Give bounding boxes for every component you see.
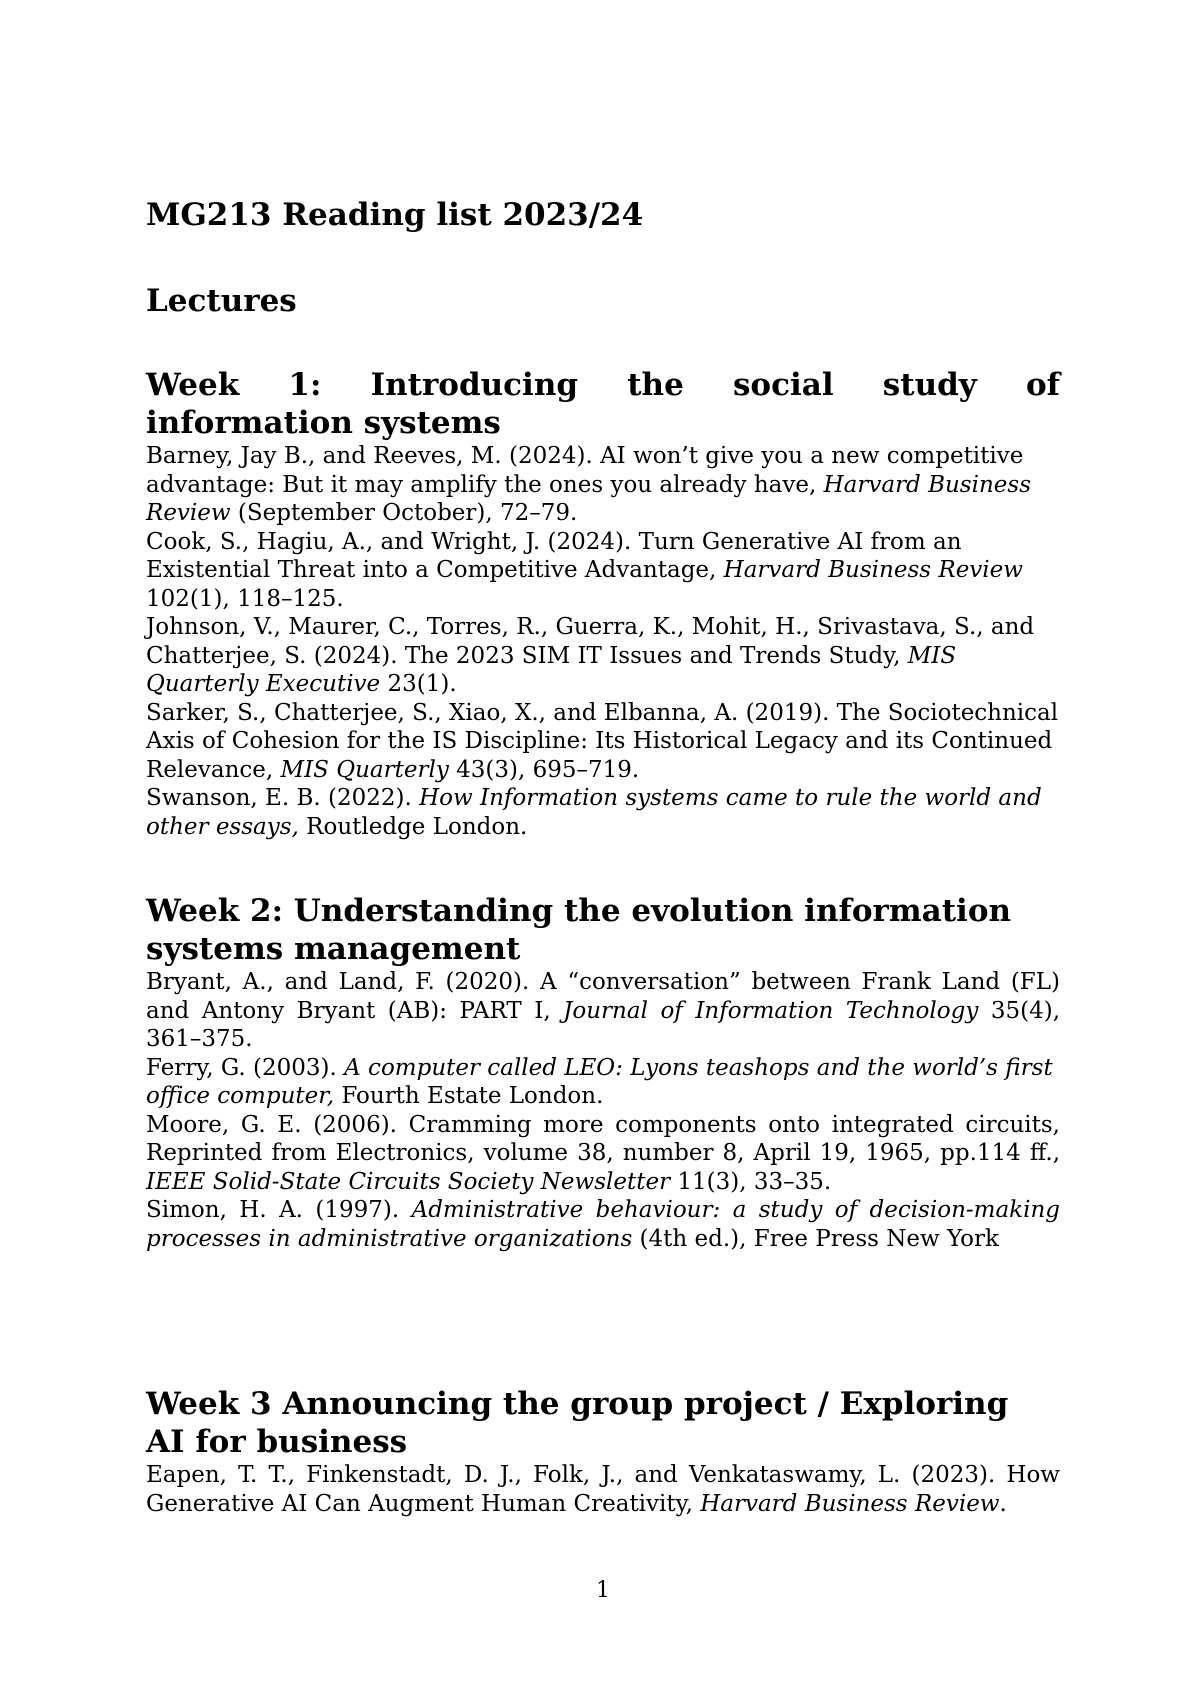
section-heading-lectures: Lectures [146,283,297,319]
reference-item: Moore, G. E. (2006). Cramming more components onto integrated circuits, Reprinted from Electronics, volume 38, number 8, April 19, 1965, pp.114 ff., IEEE Solid-State Circuits Society Newsletter 11(3), 33–35. [146,1111,1060,1195]
week-2-section [146,892,1060,1253]
reference-item: Simon, H. A. (1997). Administrative behaviour: a study of decision-making processes in administrative organizations (4th ed.), Free Press New York [146,1197,1060,1252]
week-3-reference-list [146,1461,1060,1518]
week-1-reference-list [146,442,1060,841]
document-title: MG213 Reading list 2023/24 [146,197,644,233]
week-3-heading-line1: Week 3 Announcing the group project / Exploring [146,1386,1009,1422]
week-1-heading [146,366,1060,442]
week-1-section [146,366,1060,841]
reference-item: Swanson, E. B. (2022). How Information systems came to rule the world and other essays, Routledge London. [146,785,1042,840]
week-2-heading [146,892,1060,968]
week-1-heading-line1: Week 1: Introducing the social study of [146,367,1060,403]
week-3-heading-line2: AI for business [146,1424,408,1460]
reference-item: Sarker, S., Chatterjee, S., Xiao, X., and Elbanna, A. (2019). The Sociotechnical Axis of Cohesion for the IS Discipline: Its Historical Legacy and its Continued Relevance, MIS Quarterly 43(3), 695–719. [146,699,1059,783]
page-number: 1 [596,1578,610,1603]
week-2-heading-line1: Week 2: Understanding the evolution information [146,893,1012,929]
reference-item: Ferry, G. (2003). A computer called LEO: Lyons teashops and the world’s first office computer, Fourth Estate London. [146,1054,1053,1109]
week-2-reference-list [146,968,1060,1253]
reference-item: Johnson, V., Maurer, C., Torres, R., Guerra, K., Mohit, H., Srivastava, S., and Chatterjee, S. (2024). The 2023 SIM IT Issues and Trends Study, MIS Quarterly Executive 23(1). [146,614,1035,697]
week-3-heading [146,1385,1060,1461]
reference-item: Barney, Jay B., and Reeves, M. (2024). AI won’t give you a new competitive advantage: But it may amplify the ones you already have, Harvard Business Review (September October), 72–79. [146,443,1031,526]
week-2-heading-line2: systems management [146,931,521,967]
week-1-heading-line2: information systems [146,405,501,441]
reference-item: Cook, S., Hagiu, A., and Wright, J. (2024). Turn Generative AI from an Existential Threat into a Competitive Advantage, Harvard Business Review 102(1), 118–125. [146,528,1023,612]
reference-item: Eapen, T. T., Finkenstadt, D. J., Folk, J., and Venkataswamy, L. (2023). How Generative AI Can Augment Human Creativity, Harvard Business Review. [146,1462,1060,1517]
document-page [146,0,1060,1696]
week-3-section [146,1385,1060,1518]
reference-item: Bryant, A., and Land, F. (2020). A “conversation” between Frank Land (FL) and Antony Bryant (AB): PART I, Journal of Information Technology 35(4), 361–375. [146,969,1061,1052]
